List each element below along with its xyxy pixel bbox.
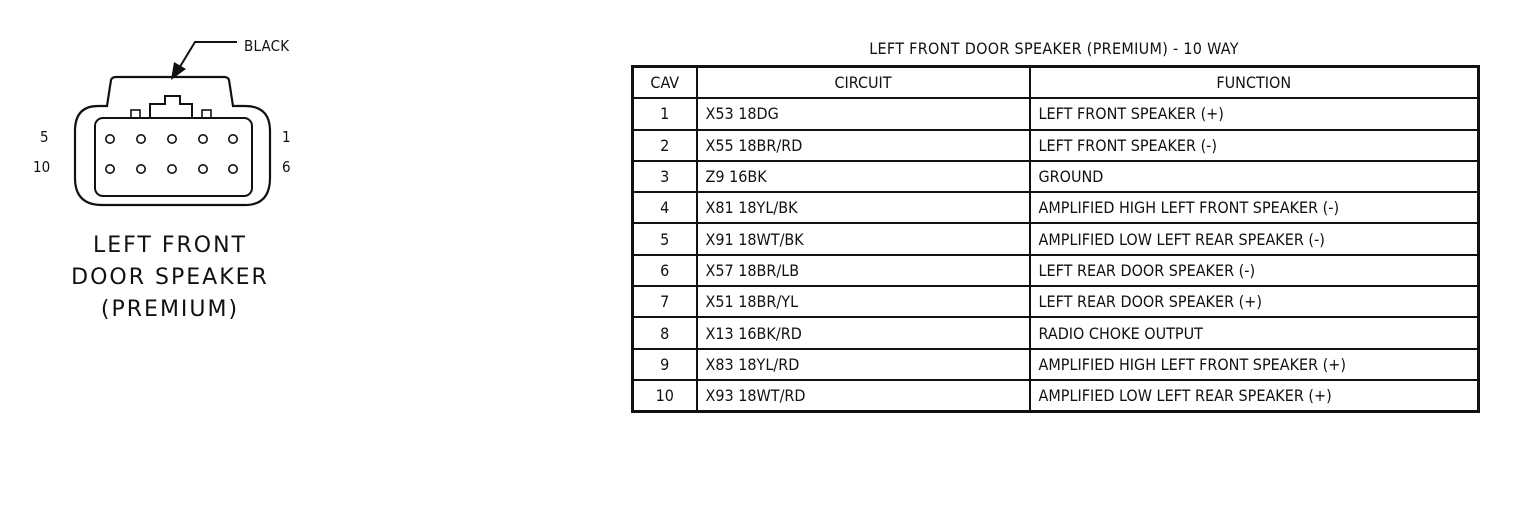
cell-cav: 8 — [633, 317, 697, 348]
header-cav: CAV — [633, 67, 697, 99]
cell-circuit: X13 16BK/RD — [697, 317, 1030, 348]
pin-label-bottom-left: 10 — [33, 158, 51, 176]
cell-cav: 9 — [633, 349, 697, 380]
color-leader-line — [178, 42, 237, 70]
pin-cavity — [137, 135, 145, 143]
table-row — [633, 286, 1479, 317]
header-circuit: CIRCUIT — [697, 67, 1030, 99]
cell-cav: 7 — [633, 286, 697, 317]
cell-circuit: X91 18WT/BK — [697, 223, 1030, 254]
cell-circuit: X83 18YL/RD — [697, 349, 1030, 380]
pin-cavity — [229, 165, 237, 173]
table-row — [633, 380, 1479, 412]
cell-circuit: X57 18BR/LB — [697, 255, 1030, 286]
table-row — [633, 317, 1479, 348]
cell-function: RADIO CHOKE OUTPUT — [1030, 317, 1479, 348]
cell-cav: 3 — [633, 161, 697, 192]
table-row — [633, 98, 1479, 129]
pin-cavity — [106, 165, 114, 173]
table-row — [633, 349, 1479, 380]
pin-label-bottom-right: 6 — [282, 158, 291, 176]
connector-name-line-1: LEFT FRONT — [92, 233, 247, 258]
connector-color-label: BLACK — [244, 37, 290, 55]
cell-circuit: X93 18WT/RD — [697, 380, 1030, 412]
cell-function: AMPLIFIED HIGH LEFT FRONT SPEAKER (-) — [1030, 192, 1479, 223]
table-row — [633, 255, 1479, 286]
pin-grid — [106, 135, 237, 173]
connector-name-line-2: DOOR SPEAKER — [71, 265, 269, 290]
pin-cavity — [106, 135, 114, 143]
cell-function: AMPLIFIED LOW LEFT REAR SPEAKER (-) — [1030, 223, 1479, 254]
pin-cavity — [199, 165, 207, 173]
cell-function: LEFT REAR DOOR SPEAKER (+) — [1030, 286, 1479, 317]
pinout-table — [631, 65, 1480, 413]
pin-cavity — [229, 135, 237, 143]
table-header-row — [633, 67, 1479, 99]
cell-cav: 4 — [633, 192, 697, 223]
cell-cav: 10 — [633, 380, 697, 412]
pin-cavity — [137, 165, 145, 173]
cell-function: GROUND — [1030, 161, 1479, 192]
cell-circuit: Z9 16BK — [697, 161, 1030, 192]
table-row — [633, 223, 1479, 254]
table-row — [633, 161, 1479, 192]
connector-name-line-3: (PREMIUM) — [100, 297, 240, 322]
pin-cavity — [199, 135, 207, 143]
pin-label-top-left: 5 — [40, 128, 49, 146]
cell-cav: 5 — [633, 223, 697, 254]
connector-cavity — [95, 118, 252, 196]
cell-function: LEFT FRONT SPEAKER (-) — [1030, 130, 1479, 161]
cell-function: AMPLIFIED LOW LEFT REAR SPEAKER (+) — [1030, 380, 1479, 412]
cell-function: LEFT REAR DOOR SPEAKER (-) — [1030, 255, 1479, 286]
table-row — [633, 130, 1479, 161]
latch-tab-left — [131, 110, 140, 118]
pin-cavity — [168, 135, 176, 143]
pin-label-top-right: 1 — [282, 128, 291, 146]
table-row — [633, 192, 1479, 223]
latch-tab-right — [202, 110, 211, 118]
cell-circuit: X81 18YL/BK — [697, 192, 1030, 223]
cell-cav: 6 — [633, 255, 697, 286]
connector-name — [40, 230, 300, 326]
connector-latch — [150, 96, 192, 118]
cell-function: AMPLIFIED HIGH LEFT FRONT SPEAKER (+) — [1030, 349, 1479, 380]
cell-cav: 1 — [633, 98, 697, 129]
cell-circuit: X51 18BR/YL — [697, 286, 1030, 317]
cell-function: LEFT FRONT SPEAKER (+) — [1030, 98, 1479, 129]
cell-cav: 2 — [633, 130, 697, 161]
cell-circuit: X53 18DG — [697, 98, 1030, 129]
pin-cavity — [168, 165, 176, 173]
header-function: FUNCTION — [1030, 67, 1479, 99]
cell-circuit: X55 18BR/RD — [697, 130, 1030, 161]
table-title: LEFT FRONT DOOR SPEAKER (PREMIUM) - 10 WAY — [869, 39, 1239, 58]
